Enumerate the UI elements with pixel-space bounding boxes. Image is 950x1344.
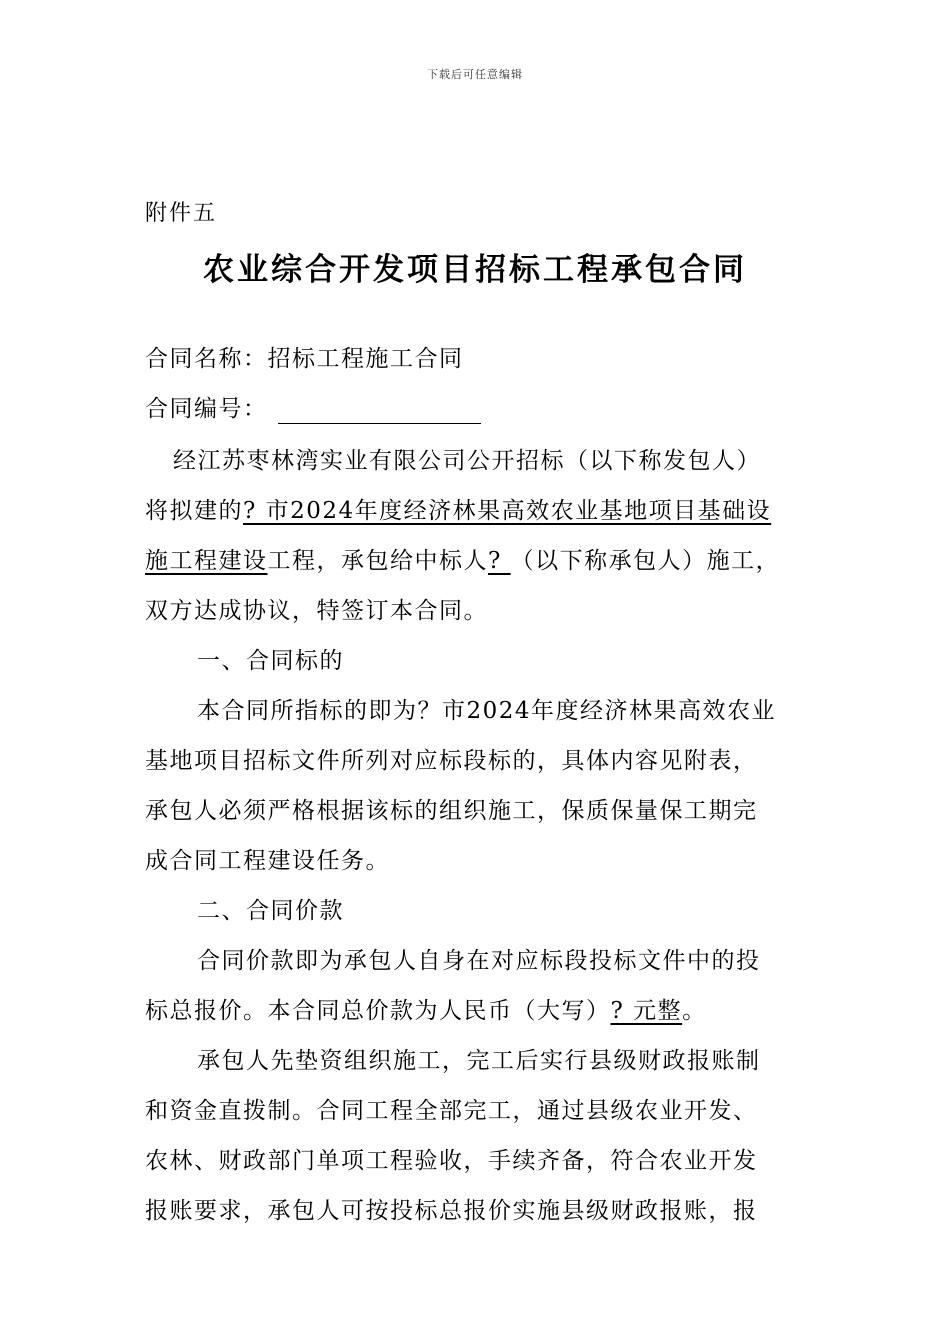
section-2-p2-line-4: 报账要求，承包人可按投标总报价实施县级财政报账，报 bbox=[145, 1198, 758, 1224]
project-name-underlined-cont: 施工程建设 bbox=[145, 548, 268, 574]
header-note: 下载后可任意编辑 bbox=[427, 68, 523, 81]
intro-line-3 bbox=[145, 546, 780, 576]
intro-line-2-prefix: 将拟建的 bbox=[145, 498, 243, 524]
contract-name-value: 招标工程施工合同 bbox=[267, 346, 464, 372]
section-1-heading: 一、合同标的 bbox=[197, 648, 344, 674]
document-title: 农业综合开发项目招标工程承包合同 bbox=[203, 252, 747, 288]
section-2-heading: 二、合同价款 bbox=[197, 898, 344, 924]
price-suffix: 。 bbox=[682, 998, 707, 1024]
contract-number-row bbox=[145, 394, 481, 424]
section-1-line-1: 本合同所指标的即为？市2024年度经济林果高效农业 bbox=[197, 698, 777, 724]
contract-name-label: 合同名称： bbox=[145, 346, 268, 372]
price-amount-blank: ? 元整 bbox=[610, 998, 683, 1024]
section-1-line-2: 基地项目招标文件所列对应标段标的，具体内容见附表， bbox=[145, 748, 758, 774]
section-2-p2-line-3: 农林、财政部门单项工程验收，手续齐备，符合农业开发 bbox=[145, 1148, 758, 1174]
project-name-underlined: ? 市2024年度经济林果高效农业基地项目基础设 bbox=[243, 498, 772, 524]
contractor-blank: ? bbox=[488, 548, 511, 574]
section-2-p1-line-2 bbox=[145, 996, 707, 1026]
contract-name-row bbox=[145, 344, 464, 374]
intro-line-3-suffix: （以下称承包人）施工， bbox=[510, 548, 781, 574]
intro-line-4: 双方达成协议，特签订本合同。 bbox=[145, 598, 488, 624]
section-1-line-3: 承包人必须严格根据该标的组织施工，保质保量保工期完 bbox=[145, 798, 758, 824]
section-2-p2-line-1: 承包人先垫资组织施工，完工后实行县级财政报账制 bbox=[197, 1048, 761, 1074]
contract-number-label: 合同编号： bbox=[145, 396, 268, 422]
intro-line-3-middle: 工程，承包给中标人 bbox=[267, 548, 488, 574]
contract-number-blank bbox=[278, 399, 481, 424]
section-1-line-4: 成合同工程建设任务。 bbox=[145, 848, 390, 874]
intro-line-1: 经江苏枣林湾实业有限公司公开招标（以下称发包人） bbox=[173, 448, 761, 474]
section-2-p1-line-1: 合同价款即为承包人自身在对应标段投标文件中的投 bbox=[197, 948, 761, 974]
price-prefix: 标总报价。本合同总价款为人民币（大写） bbox=[145, 998, 611, 1024]
intro-line-2 bbox=[145, 496, 771, 526]
section-2-p2-line-2: 和资金直拨制。合同工程全部完工，通过县级农业开发、 bbox=[145, 1098, 758, 1124]
attachment-label: 附件五 bbox=[145, 201, 218, 226]
